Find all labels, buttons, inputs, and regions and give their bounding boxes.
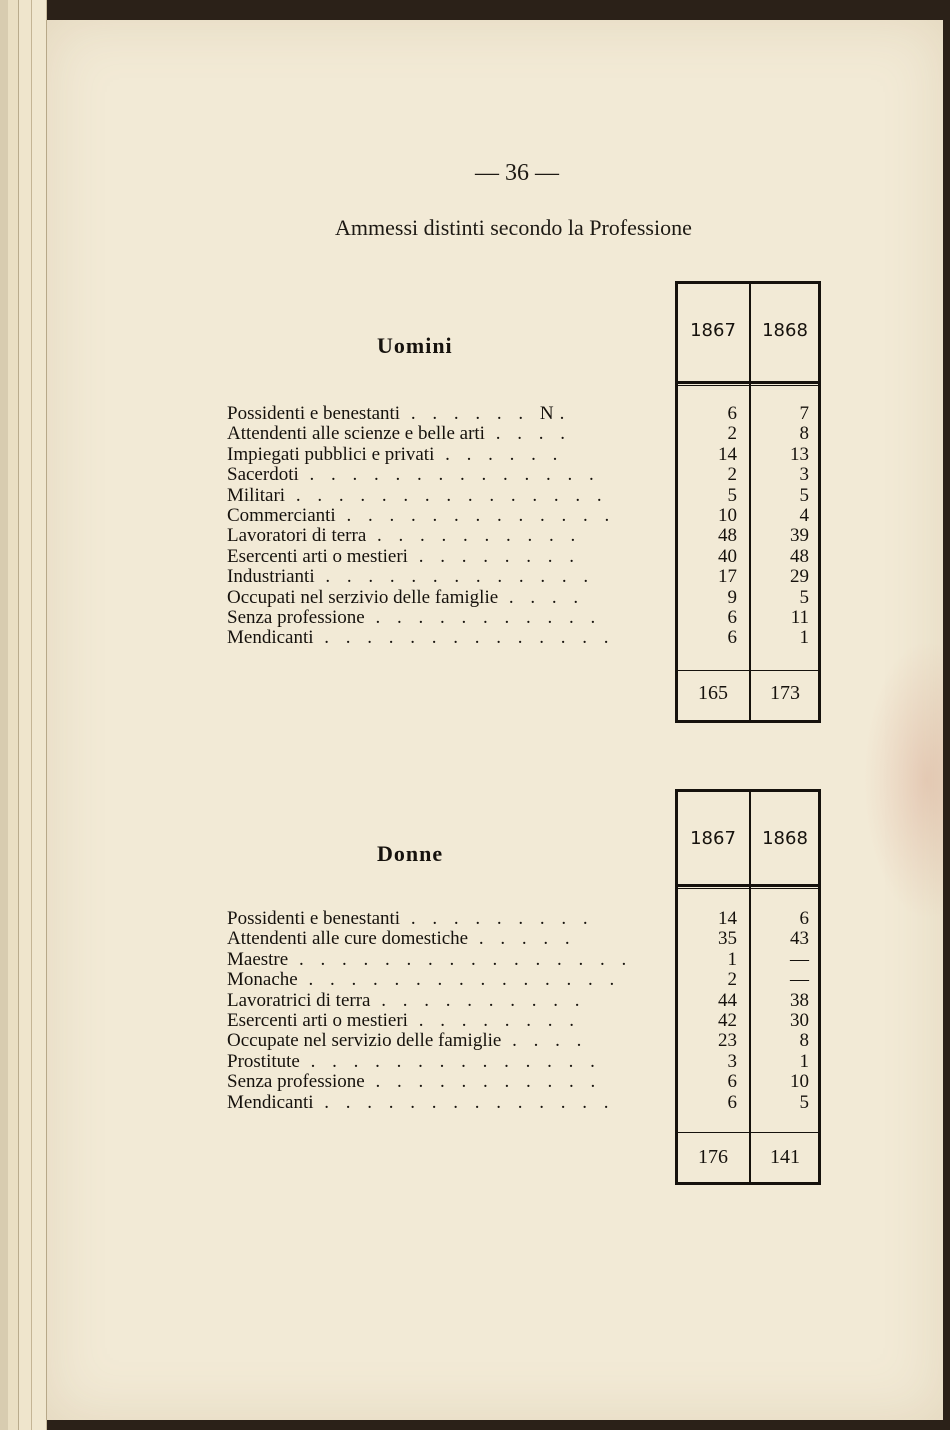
value-1868: 30 <box>790 1009 809 1031</box>
header-rule <box>678 381 818 384</box>
value-1868: 39 <box>790 525 809 547</box>
row-label: Attendenti alle cure domestiche <box>227 929 469 950</box>
value-1867: 35 <box>718 928 737 950</box>
row-label: Impiegati pubblici e privati <box>227 444 435 465</box>
value-1868: 5 <box>799 586 809 608</box>
value-1868: 3 <box>799 464 809 486</box>
uomini-rows <box>227 404 867 649</box>
value-1868: 8 <box>799 1030 809 1052</box>
table-row <box>227 567 867 587</box>
table-row <box>227 424 867 444</box>
leader-dots: . . . . . . . . . . . . . . <box>313 1092 615 1113</box>
leader-dots: . . . . . . . . . . . . . . . <box>297 970 621 991</box>
value-1868: 38 <box>790 989 809 1011</box>
value-1868: — <box>790 948 809 970</box>
year-header-1868: 1868 <box>762 320 808 341</box>
value-1868: 4 <box>799 504 809 526</box>
row-label: Sacerdoti <box>227 465 299 486</box>
value-1868: 1 <box>799 1050 809 1072</box>
leader-dots: . . . . . . . . <box>407 1010 580 1031</box>
table-row <box>227 909 867 929</box>
row-label: Attendenti alle scienze e belle arti <box>227 424 485 445</box>
row-label: Esercenti arti o mestieri <box>227 546 408 567</box>
leader-dots: . . . . . . . . . . . . . . <box>299 1051 601 1072</box>
row-label: Prostitute <box>227 1051 300 1072</box>
value-1867: 17 <box>718 566 737 588</box>
value-1868: 5 <box>799 484 809 506</box>
table-row <box>227 404 867 424</box>
leader-dots: . . . . <box>484 424 571 445</box>
value-1868: 43 <box>790 928 809 950</box>
leader-dots: . . . . <box>501 1031 588 1052</box>
document-page <box>46 20 943 1420</box>
leader-dots: . . . . . <box>468 929 576 950</box>
year-header-1868: 1868 <box>762 828 808 849</box>
table-row <box>227 526 867 546</box>
donne-section <box>47 788 943 1188</box>
uomini-section <box>47 276 943 726</box>
leader-dots: . . . . . . . . . <box>400 909 594 929</box>
book-edge <box>19 0 32 1430</box>
value-1867: 42 <box>718 1009 737 1031</box>
leader-dots: . . . . . . . . <box>407 546 580 567</box>
value-1867: 5 <box>727 484 737 506</box>
table-row <box>227 465 867 485</box>
value-1868: 1 <box>799 627 809 649</box>
value-1867: 6 <box>727 403 737 424</box>
leader-dots: . . . . . . . . . . . . . . <box>298 465 600 486</box>
page-number: — 36 — <box>475 160 559 186</box>
row-label: Industrianti <box>227 567 315 588</box>
total-1868: 141 <box>770 1146 800 1168</box>
value-1867: 14 <box>718 908 737 929</box>
row-label: Mendicanti <box>227 628 314 649</box>
value-1868: 11 <box>790 606 809 628</box>
table-row <box>227 486 867 506</box>
leader-dots: . . . . . . . . . . . <box>364 1072 602 1093</box>
value-1867: 44 <box>718 989 737 1011</box>
table-row <box>227 547 867 567</box>
book-edge <box>8 0 19 1430</box>
row-label: Militari <box>227 485 286 506</box>
leader-dots: . . . . . . . . . . . . . <box>314 567 595 588</box>
table-row <box>227 929 867 949</box>
value-1868: — <box>790 969 809 991</box>
total-1867: 165 <box>698 682 728 704</box>
table-row <box>227 445 867 465</box>
row-label: Commercianti <box>227 505 336 526</box>
row-label: Occupate nel servizio delle famiglie <box>227 1031 502 1052</box>
table-row <box>227 628 867 648</box>
table-row <box>227 1031 867 1051</box>
leader-dots: . . . . . . N. <box>400 404 571 424</box>
row-label: Occupati nel serzivio delle famiglie <box>227 587 499 608</box>
row-label: Possidenti e benestanti <box>227 909 401 929</box>
row-label: Mendicanti <box>227 1092 314 1113</box>
table-row <box>227 950 867 970</box>
row-label: Lavoratori di terra <box>227 526 367 547</box>
header-rule <box>678 888 818 889</box>
book-edge <box>32 0 47 1430</box>
year-header-1867: 1867 <box>690 828 736 849</box>
row-label: Senza professione <box>227 607 365 628</box>
donne-rows <box>227 909 867 1113</box>
value-1867: 2 <box>727 969 737 991</box>
year-header-1867: 1867 <box>690 320 736 341</box>
value-1868: 29 <box>790 566 809 588</box>
leader-dots: . . . . . . . . . . . . . . . <box>285 485 608 506</box>
value-1867: 1 <box>727 948 737 970</box>
value-1867: 6 <box>727 606 737 628</box>
table-row <box>227 970 867 990</box>
row-label: Monache <box>227 970 298 991</box>
row-label: Maestre <box>227 949 289 970</box>
row-label: Senza professione <box>227 1072 365 1093</box>
value-1867: 2 <box>727 464 737 486</box>
value-1867: 40 <box>718 545 737 567</box>
table-row <box>227 1011 867 1031</box>
value-1867: 14 <box>718 443 737 465</box>
value-1868: 13 <box>790 443 809 465</box>
row-label: Esercenti arti o mestieri <box>227 1010 408 1031</box>
value-1867: 6 <box>727 627 737 649</box>
value-1867: 2 <box>727 423 737 445</box>
total-rule <box>678 1132 818 1133</box>
total-1867: 176 <box>698 1146 728 1168</box>
value-1868: 7 <box>799 403 809 424</box>
value-1868: 10 <box>790 1071 809 1093</box>
page-title: Ammessi distinti secondo la Professione <box>335 215 692 240</box>
value-1867: 23 <box>718 1030 737 1052</box>
leader-dots: . . . . <box>498 587 585 608</box>
table-row <box>227 1052 867 1072</box>
value-1868: 6 <box>799 908 809 929</box>
table-row <box>227 1072 867 1092</box>
section-heading-uomini: Uomini <box>377 333 453 358</box>
row-label: Possidenti e benestanti <box>227 404 401 424</box>
book-edge <box>0 0 8 1430</box>
table-row <box>227 608 867 628</box>
value-1867: 6 <box>727 1091 737 1113</box>
leader-dots: . . . . . . . . . . . . . . <box>313 628 615 649</box>
table-row <box>227 991 867 1011</box>
section-heading-donne: Donne <box>377 841 444 866</box>
leader-dots: . . . . . . . . . . <box>370 990 586 1011</box>
value-1868: 8 <box>799 423 809 445</box>
header-rule <box>678 385 818 386</box>
value-1868: 5 <box>799 1091 809 1113</box>
value-1867: 10 <box>718 504 737 526</box>
leader-dots: . . . . . . . . . . . . . . . . <box>288 949 633 970</box>
value-1867: 6 <box>727 1071 737 1093</box>
leader-dots: . . . . . . . . . . . . . <box>335 505 616 526</box>
table-row <box>227 506 867 526</box>
value-1867: 9 <box>727 586 737 608</box>
header-rule <box>678 884 818 887</box>
total-rule <box>678 670 818 671</box>
leader-dots: . . . . . . . . . . . <box>364 607 602 628</box>
leader-dots: . . . . . . . . . . <box>366 526 582 547</box>
value-1867: 3 <box>727 1050 737 1072</box>
leader-dots: . . . . . . <box>434 444 564 465</box>
value-1867: 48 <box>718 525 737 547</box>
value-1868: 48 <box>790 545 809 567</box>
table-row <box>227 588 867 608</box>
row-label: Lavoratrici di terra <box>227 990 371 1011</box>
total-1868: 173 <box>770 682 800 704</box>
table-row <box>227 1093 867 1113</box>
